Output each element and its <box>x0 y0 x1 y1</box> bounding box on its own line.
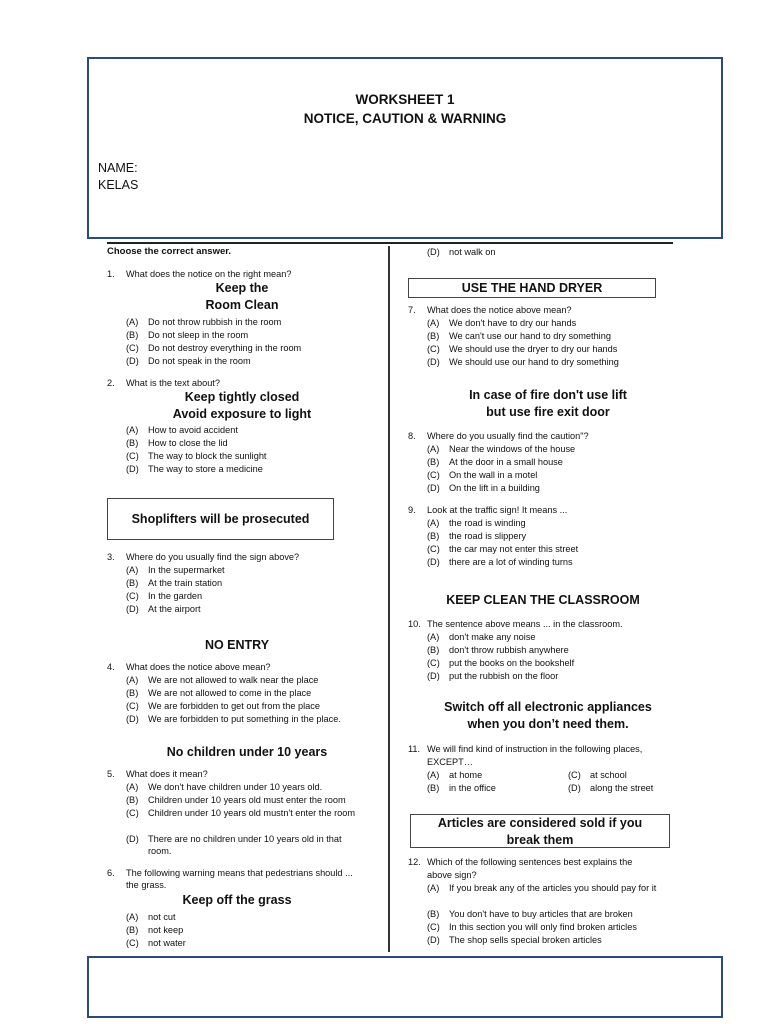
column-divider <box>388 246 390 952</box>
q9-option-d[interactable]: (D) there are a lot of winding turns <box>427 557 573 567</box>
q7-option-b[interactable]: (B) We can't use our hand to dry something <box>427 331 611 341</box>
question-5: 5. What does it mean? <box>107 769 208 779</box>
q1-option-c[interactable]: (C) Do not destroy everything in the room <box>126 343 302 353</box>
worksheet-title: WORKSHEET 1 <box>355 92 455 107</box>
q8-option-c[interactable]: (C) On the wall in a motel <box>427 470 538 480</box>
worksheet-subtitle: NOTICE, CAUTION & WARNING <box>303 111 507 126</box>
sign-fire-lift: In case of fire don't use lift but use fire exit door <box>469 388 627 419</box>
question-7: 7. What does the notice above mean? <box>408 305 572 315</box>
q1-option-a[interactable]: (A) Do not throw rubbish in the room <box>126 317 282 327</box>
question-8: 8. Where do you usually find the caution"? <box>408 431 589 441</box>
sign-keep-off-grass: Keep off the grass <box>182 893 292 907</box>
q10-option-b[interactable]: (B) don't throw rubbish anywhere <box>427 645 569 655</box>
q5-option-b[interactable]: (B) Children under 10 years old must enter the room <box>126 795 346 805</box>
question-12-cont: above sign? <box>427 870 477 880</box>
q5-option-d[interactable]: (D) There are no children under 10 years old in that room. <box>126 834 342 856</box>
q1-option-d[interactable]: (D) Do not speak in the room <box>126 356 251 366</box>
q5-option-c[interactable]: (C) Children under 10 years old mustn't enter the room <box>126 808 356 818</box>
q10-option-d[interactable]: (D) put the rubbish on the floor <box>427 671 559 681</box>
q7-option-a[interactable]: (A) We don't have to dry our hands <box>427 318 577 328</box>
q8-option-a[interactable]: (A) Near the windows of the house <box>427 444 576 454</box>
q9-option-b[interactable]: (B) the road is slippery <box>427 531 527 541</box>
sign-keep-room-clean: Keep the Room Clean <box>205 281 279 312</box>
q8-option-b[interactable]: (B) At the door in a small house <box>427 457 563 467</box>
question-4: 4. What does the notice above mean? <box>107 662 271 672</box>
q2-option-d[interactable]: (D) The way to store a medicine <box>126 464 263 474</box>
question-6: 6. The following warning means that pedestrians should ... the grass. <box>107 868 353 890</box>
q4-option-b[interactable]: (B) We are not allowed to come in the place <box>126 688 312 698</box>
instruction: Choose the correct answer. <box>107 246 232 257</box>
question-2: 2. What is the text about? <box>107 378 220 388</box>
question-11: 11. We will find kind of instruction in the following places, <box>408 744 643 754</box>
worksheet-header <box>87 57 723 239</box>
q10-option-a[interactable]: (A) don't make any noise <box>427 632 536 642</box>
q12-option-d[interactable]: (D) The shop sells special broken articles <box>427 935 602 945</box>
q7-option-c[interactable]: (C) We should use the dryer to dry our hands <box>427 344 618 354</box>
q2-option-a[interactable]: (A) How to avoid accident <box>126 425 238 435</box>
sign-keep-clean-classroom: KEEP CLEAN THE CLASSROOM <box>446 593 640 607</box>
sign-no-entry: NO ENTRY <box>204 638 270 652</box>
q6-option-b[interactable]: (B) not keep <box>126 925 184 935</box>
q3-option-a[interactable]: (A) In the supermarket <box>126 565 225 575</box>
q6-option-c[interactable]: (C) not water <box>126 938 186 948</box>
sign-shoplifters: Shoplifters will be prosecuted <box>107 498 334 540</box>
q12-option-b[interactable]: (B) You don't have to buy articles that are broken <box>427 909 633 919</box>
q11-option-d[interactable]: (D) along the street <box>568 783 654 793</box>
q3-option-b[interactable]: (B) At the train station <box>126 578 223 588</box>
q3-option-c[interactable]: (C) In the garden <box>126 591 203 601</box>
sign-hand-dryer: USE THE HAND DRYER <box>408 278 656 298</box>
q5-option-a[interactable]: (A) We don't have children under 10 years old. <box>126 782 323 792</box>
name-label: NAME: <box>98 161 138 175</box>
sign-articles-sold: Articles are considered sold if you break them <box>410 814 670 848</box>
footer-box <box>87 956 723 1018</box>
q6-option-d[interactable]: (D) not walk on <box>427 247 496 257</box>
q6-option-a[interactable]: (A) not cut <box>126 912 176 922</box>
q10-option-c[interactable]: (C) put the books on the bookshelf <box>427 658 575 668</box>
q9-option-a[interactable]: (A) the road is winding <box>427 518 526 528</box>
sign-no-children: No children under 10 years <box>166 745 328 759</box>
q8-option-d[interactable]: (D) On the lift in a building <box>427 483 540 493</box>
q12-option-a[interactable]: (A) If you break any of the articles you should pay for it <box>427 883 657 893</box>
q1-option-b[interactable]: (B) Do not sleep in the room <box>126 330 249 340</box>
q2-option-b[interactable]: (B) How to close the lid <box>126 438 228 448</box>
question-11-cont: EXCEPT… <box>427 757 473 767</box>
question-1: 1. What does the notice on the right mean? <box>107 269 292 279</box>
q11-option-c[interactable]: (C) at school <box>568 770 627 780</box>
q4-option-c[interactable]: (C) We are forbidden to get out from the place <box>126 701 320 711</box>
q3-option-d[interactable]: (D) At the airport <box>126 604 201 614</box>
question-12: 12. Which of the following sentences best explains the <box>408 857 633 867</box>
q7-option-d[interactable]: (D) We should use our hand to dry something <box>427 357 619 367</box>
class-label: KELAS <box>98 178 139 192</box>
q4-option-a[interactable]: (A) We are not allowed to walk near the place <box>126 675 319 685</box>
q4-option-d[interactable]: (D) We are forbidden to put something in the place. <box>126 714 341 724</box>
q2-option-c[interactable]: (C) The way to block the sunlight <box>126 451 267 461</box>
q12-option-c[interactable]: (C) In this section you will only find broken articles <box>427 922 637 932</box>
sign-switch-off: Switch off all electronic appliances when you don’t need them. <box>444 700 652 731</box>
q9-option-c[interactable]: (C) the car may not enter this street <box>427 544 579 554</box>
top-divider <box>107 242 673 244</box>
question-3: 3. Where do you usually find the sign above? <box>107 552 300 562</box>
q11-option-a[interactable]: (A) at home <box>427 770 483 780</box>
question-10: 10. The sentence above means ... in the classroom. <box>408 619 623 629</box>
sign-keep-tightly-closed: Keep tightly closed Avoid exposure to light <box>172 390 312 421</box>
question-9: 9. Look at the traffic sign! It means ... <box>408 505 568 515</box>
q11-option-b[interactable]: (B) in the office <box>427 783 496 793</box>
